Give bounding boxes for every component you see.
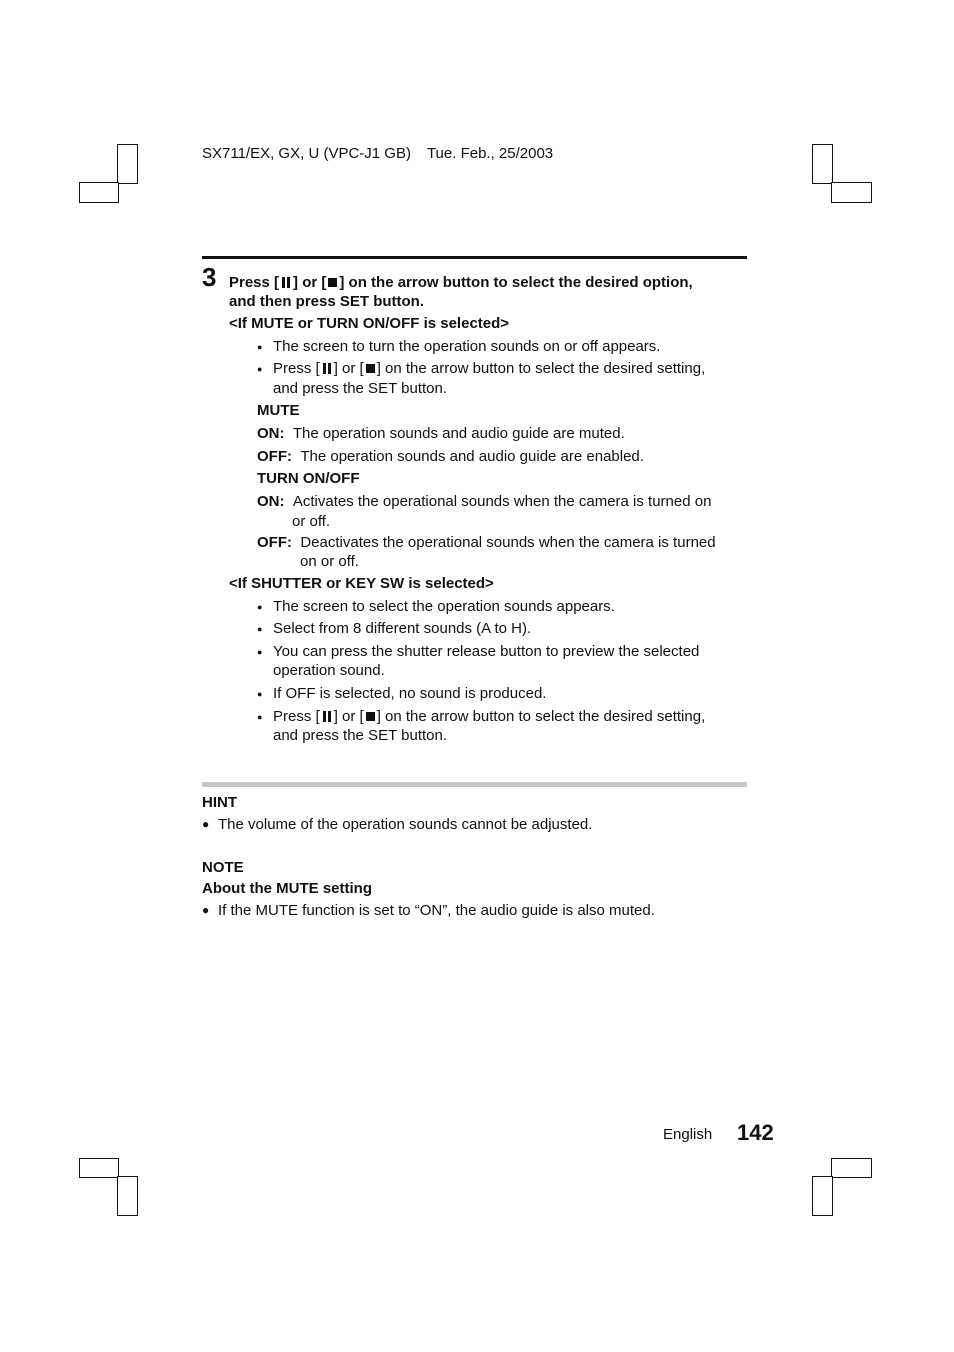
step-instruction-line2: and then press SET button. (229, 293, 425, 310)
list-item-continued: and press the SET button. (273, 727, 448, 744)
crop-mark (79, 1158, 119, 1178)
crop-mark (79, 182, 119, 203)
crop-mark (812, 144, 833, 184)
list-item: Press [ ] or [ ] on the arrow button to select the desired setting, (273, 360, 706, 377)
bullet-icon: ● (257, 624, 263, 634)
hint-divider (202, 782, 747, 787)
bullet-icon: ● (257, 647, 263, 657)
stop-icon (366, 712, 375, 721)
pause-icon (281, 277, 291, 288)
bullet-icon: ● (257, 712, 263, 722)
list-item: Select from 8 different sounds (A to H). (273, 620, 532, 637)
mute-on-row: ON: The operation sounds and audio guide are muted. (257, 425, 625, 442)
mute-section-heading: <If MUTE or TURN ON/OFF is selected> (229, 315, 510, 332)
bullet-icon: ● (257, 364, 263, 374)
crop-mark (831, 1158, 872, 1178)
pause-icon (322, 363, 332, 374)
shutter-section-heading: <If SHUTTER or KEY SW is selected> (229, 575, 494, 592)
note-title: NOTE (202, 859, 244, 876)
turn-on-row: ON: Activates the operational sounds when the camera is turned on (257, 493, 712, 510)
bullet-icon: ● (257, 689, 263, 699)
model-label: SX711/EX, GX, U (VPC-J1 GB) (202, 145, 411, 162)
turn-on-row-continued: or off. (292, 513, 331, 530)
list-item: The screen to turn the operation sounds on or off appears. (273, 338, 661, 355)
list-item: You can press the shutter release button to preview the selected (273, 643, 700, 660)
bullet-icon: ● (202, 817, 210, 831)
note-subtitle: About the MUTE setting (202, 880, 372, 897)
turn-off-row-continued: on or off. (300, 553, 359, 570)
turn-on-off-label: TURN ON/OFF (257, 470, 360, 487)
step-number: 3 (202, 262, 217, 292)
page-header (202, 145, 553, 162)
bullet-icon: ● (257, 342, 263, 352)
mute-off-row: OFF: The operation sounds and audio guide are enabled. (257, 448, 644, 465)
stop-icon (328, 278, 337, 287)
hint-title: HINT (202, 794, 237, 811)
crop-mark (812, 1176, 833, 1216)
crop-mark (117, 1176, 138, 1216)
list-item-continued: operation sound. (273, 662, 385, 679)
footer-language: English (663, 1126, 713, 1143)
bullet-icon: ● (202, 903, 210, 917)
list-item: Press [ ] or [ ] on the arrow button to select the desired setting, (273, 708, 706, 725)
step-instruction: Press [ ] or [ ] on the arrow button to select the desired option, (229, 274, 693, 291)
crop-mark (117, 144, 138, 184)
mute-label: MUTE (257, 402, 300, 419)
note-item: If the MUTE function is set to “ON”, the audio guide is also muted. (218, 902, 655, 919)
list-item: If OFF is selected, no sound is produced. (273, 685, 547, 702)
pause-icon (322, 711, 332, 722)
stop-icon (366, 364, 375, 373)
page-number: 142 (737, 1120, 774, 1145)
bullet-icon: ● (257, 602, 263, 612)
list-item: The screen to select the operation sounds appears. (273, 598, 615, 615)
section-divider (202, 256, 747, 259)
turn-off-row: OFF: Deactivates the operational sounds when the camera is turned (257, 534, 716, 551)
list-item-continued: and press the SET button. (273, 380, 448, 397)
date-label: Tue. Feb., 25/2003 (426, 145, 554, 162)
hint-item: The volume of the operation sounds cannot be adjusted. (218, 816, 593, 833)
crop-mark (831, 182, 872, 203)
